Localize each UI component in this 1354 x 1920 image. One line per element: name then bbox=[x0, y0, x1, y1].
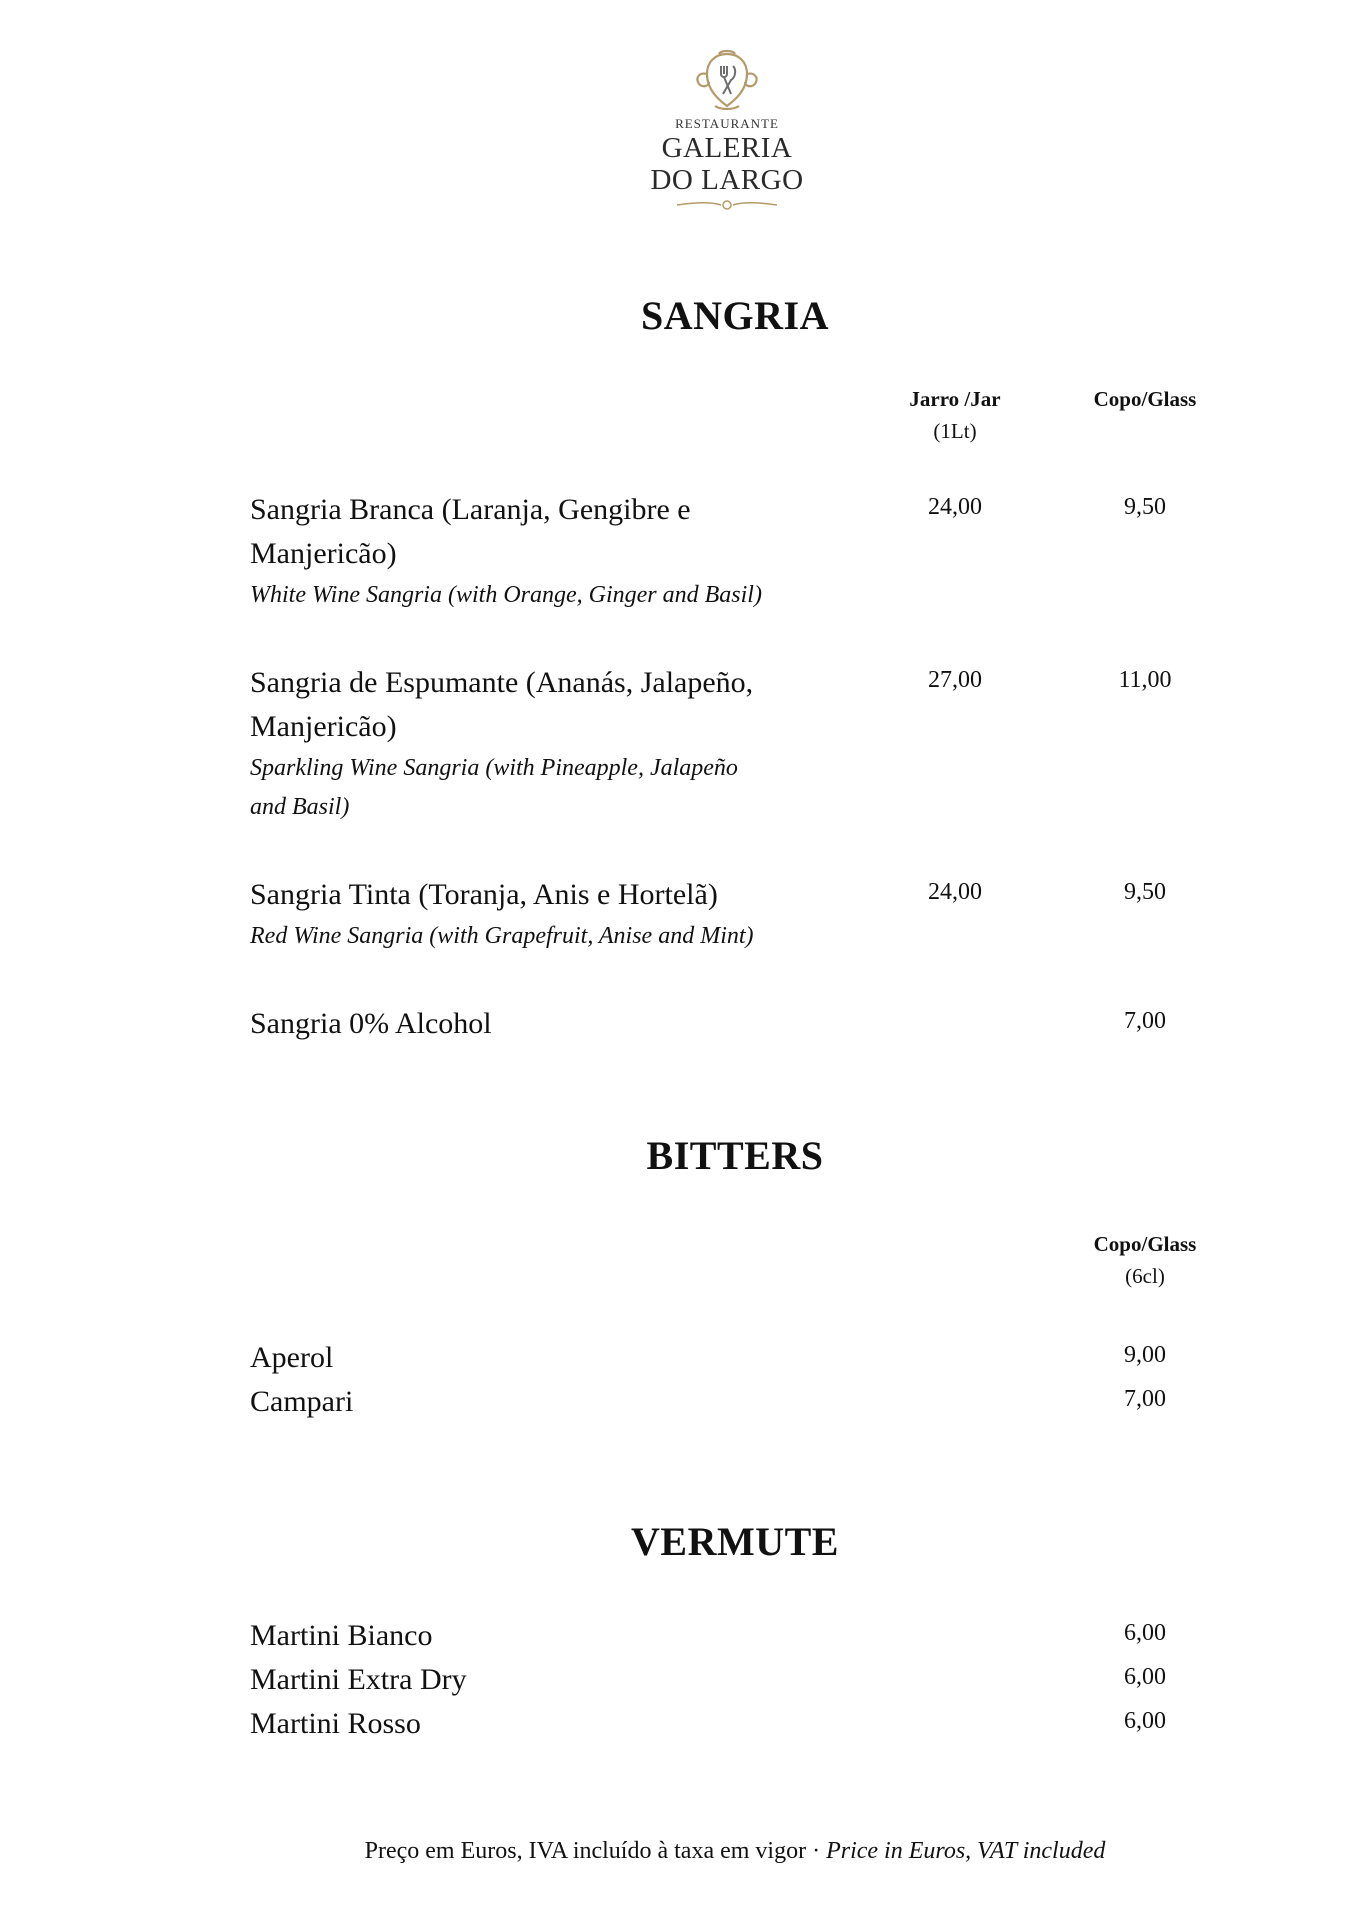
item-name-en: and Basil) bbox=[250, 794, 350, 820]
bitters-title: BITTERS bbox=[646, 1133, 824, 1178]
item-name-pt: Manjericão) bbox=[250, 710, 397, 743]
glass-column-header bbox=[1070, 383, 1220, 415]
menu-item bbox=[250, 1380, 850, 1424]
footer-pt: Preço em Euros, IVA incluído à taxa em vigor · bbox=[364, 1838, 821, 1864]
item-name: Martini Bianco bbox=[250, 1619, 433, 1652]
item-name: Campari bbox=[250, 1385, 354, 1418]
price-footer-note bbox=[0, 1838, 1354, 1865]
logo-galeria-text: GALERIA bbox=[661, 132, 793, 164]
glass-column-header bbox=[1070, 1228, 1220, 1292]
glass-price: 9,50 bbox=[1124, 494, 1166, 520]
vermute-title: VERMUTE bbox=[631, 1519, 839, 1564]
menu-item bbox=[250, 488, 850, 615]
glass-price: 6,00 bbox=[1124, 1664, 1166, 1690]
menu-item bbox=[250, 1002, 850, 1046]
sangria-title: SANGRIA bbox=[641, 293, 829, 338]
menu-item bbox=[250, 661, 850, 827]
item-name-pt: Sangria Tinta (Toranja, Anis e Hortelã) bbox=[250, 878, 718, 911]
menu-item bbox=[250, 1336, 850, 1380]
jar-column-header bbox=[880, 383, 1030, 447]
glass-price: 6,00 bbox=[1124, 1708, 1166, 1734]
glass-price: 11,00 bbox=[1118, 667, 1172, 693]
item-name-en: Red Wine Sangria (with Grapefruit, Anise and Mint) bbox=[250, 923, 754, 949]
item-name-pt: Sangria de Espumante (Ananás, Jalapeño, bbox=[250, 666, 754, 699]
menu-item bbox=[250, 1614, 850, 1658]
menu-item bbox=[250, 1658, 850, 1702]
restaurant-logo bbox=[627, 48, 827, 230]
item-name: Martini Rosso bbox=[250, 1707, 421, 1740]
item-name: Aperol bbox=[250, 1341, 334, 1374]
jar-unit: (1Lt) bbox=[933, 419, 977, 443]
item-name-en: White Wine Sangria (with Orange, Ginger and Basil) bbox=[250, 582, 762, 608]
jar-label: Jarro /Jar bbox=[909, 387, 1001, 411]
glass-price: 6,00 bbox=[1124, 1620, 1166, 1646]
glass-price: 9,50 bbox=[1124, 879, 1166, 905]
logo-do-largo-text: DO LARGO bbox=[650, 164, 804, 196]
glass-unit: (6cl) bbox=[1125, 1264, 1165, 1288]
item-name: Martini Extra Dry bbox=[250, 1663, 467, 1696]
item-name-pt: Sangria 0% Alcohol bbox=[250, 1007, 492, 1040]
item-name-pt: Sangria Branca (Laranja, Gengibre e bbox=[250, 493, 691, 526]
logo-restaurante-text: RESTAURANTE bbox=[675, 116, 779, 131]
glass-price: 9,00 bbox=[1124, 1342, 1166, 1368]
crest-icon bbox=[685, 48, 769, 118]
glass-price: 7,00 bbox=[1124, 1008, 1166, 1034]
jar-price: 27,00 bbox=[928, 667, 982, 693]
menu-item bbox=[250, 873, 850, 956]
item-name-en: Sparkling Wine Sangria (with Pineapple, Jalapeño bbox=[250, 755, 738, 781]
jar-price: 24,00 bbox=[928, 879, 982, 905]
glass-label: Copo/Glass bbox=[1093, 1232, 1197, 1256]
footer-en: Price in Euros, VAT included bbox=[826, 1838, 1106, 1864]
jar-price: 24,00 bbox=[928, 494, 982, 520]
ornament-divider-icon bbox=[667, 198, 787, 212]
menu-item bbox=[250, 1702, 850, 1746]
item-name-pt: Manjericão) bbox=[250, 537, 397, 570]
glass-price: 7,00 bbox=[1124, 1386, 1166, 1412]
glass-label: Copo/Glass bbox=[1093, 387, 1197, 411]
